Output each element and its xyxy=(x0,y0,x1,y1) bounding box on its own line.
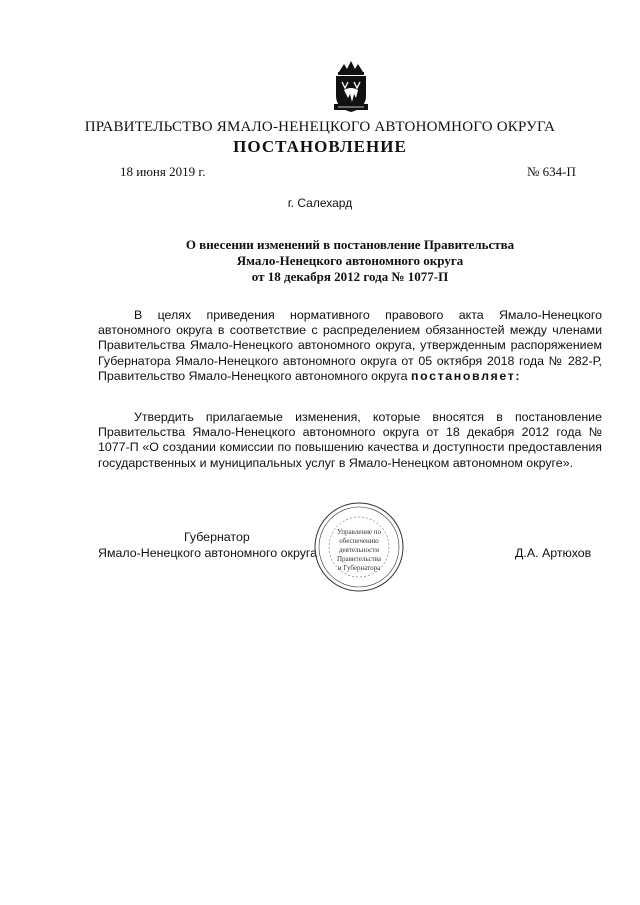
body-paragraph-1 xyxy=(98,308,602,384)
title-line-3: от 18 декабря 2012 года № 1077-П xyxy=(251,269,449,284)
title-line-1: О внесении изменений в постановление Правительства xyxy=(185,237,515,252)
document-type-heading: ПОСТАНОВЛЕНИЕ xyxy=(233,137,407,156)
paragraph-1-text: В целях приведения нормативного правового акта Ямало-Ненецкого автономного округа в соответствие с распределением обязанностей между членами Правительства Ямало-Ненецкого автономного округа, утвержденным распоряжением Губернатора Ямало-Ненецкого автономного округа от 05 октября 2018 года № 282-Р, Правительство Ямало-Ненецкого автономного округа xyxy=(98,308,602,383)
stamp-line-5: и Губернатора xyxy=(337,564,381,572)
document-number: № 634-П xyxy=(527,164,576,179)
coat-of-arms-emblem xyxy=(330,58,372,114)
signatory-name: Д.А. Артюхов xyxy=(515,546,592,560)
document-city: г. Салехард xyxy=(287,196,353,210)
title-line-2: Ямало-Ненецкого автономного округа xyxy=(236,253,464,268)
organization-heading: ПРАВИТЕЛЬСТВО ЯМАЛО-НЕНЕЦКОГО АВТОНОМНОГО ОКРУГА xyxy=(84,119,556,135)
official-stamp xyxy=(313,501,405,593)
signatory-position: Губернатор xyxy=(184,530,250,544)
stamp-line-2: обеспечению xyxy=(339,537,379,545)
body-paragraph-2: Утвердить прилагаемые изменения, которые вносятся в постановление Правительства Ямало-Ненецкого автономного округа от 18 декабря 2012 года № 1077-П «О создании комиссии по повышению качества и доступности предоставления государственных и муниципальных услуг в Ямало-Ненецком автономном округе». xyxy=(98,410,602,470)
stamp-line-4: Правительства xyxy=(336,555,382,563)
document-title xyxy=(140,237,560,285)
resolution-keyword: постановляет: xyxy=(411,368,522,383)
signatory-organization: Ямало-Ненецкого автономного округа xyxy=(98,546,318,560)
stamp-line-1: Управление по xyxy=(336,528,382,536)
stamp-line-3: деятельности xyxy=(338,546,380,554)
document-date: 18 июня 2019 г. xyxy=(120,164,206,179)
